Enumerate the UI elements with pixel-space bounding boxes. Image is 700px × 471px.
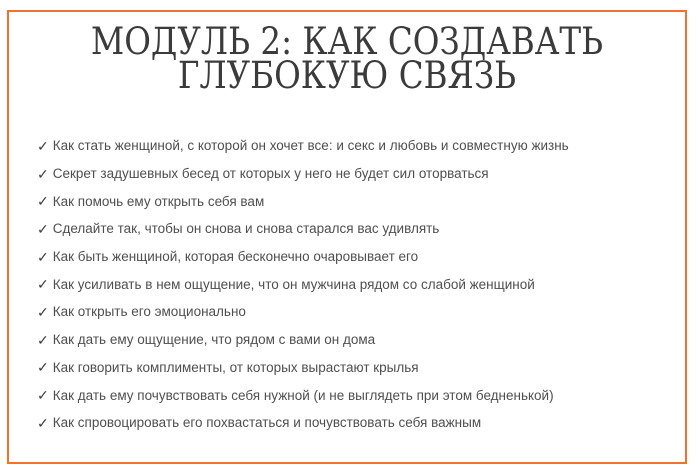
list-item-text: Как дать ему ощущение, что рядом с вами он дома — [52, 332, 376, 348]
check-icon: ✓ — [37, 248, 49, 265]
check-icon: ✓ — [37, 220, 49, 237]
list-item — [37, 354, 671, 382]
check-icon: ✓ — [37, 359, 49, 376]
list-item — [37, 160, 671, 188]
list-item-text: Как стать женщиной, с которой он хочет все: и секс и любовь и совместную жизнь — [52, 138, 569, 154]
list-item-text: Как быть женщиной, которая бесконечно очаровывает его — [52, 249, 419, 265]
list-item — [37, 243, 671, 271]
page-title — [58, 20, 635, 97]
list-item-text: Секрет задушевных бесед от которых у него не будет сил оторваться — [52, 166, 489, 182]
list-item — [37, 381, 671, 409]
list-item — [37, 215, 671, 243]
list-item-text: Как помочь ему открыть себя вам — [52, 193, 265, 209]
list-item-text: Как спровоцировать его похвастаться и почувствовать себя важным — [52, 415, 482, 431]
check-icon: ✓ — [37, 303, 49, 320]
list-item-text: Как говорить комплименты, от которых вырастают крылья — [52, 359, 419, 375]
page-title-line-2: ГЛУБОКУЮ СВЯЗЬ — [177, 54, 517, 97]
list-item — [37, 326, 671, 354]
check-icon: ✓ — [37, 165, 49, 182]
check-icon: ✓ — [37, 137, 49, 154]
list-item — [37, 187, 671, 215]
check-icon: ✓ — [37, 331, 49, 348]
content-frame — [7, 10, 687, 464]
list-item — [37, 298, 671, 326]
list-item — [37, 270, 671, 298]
check-icon: ✓ — [37, 387, 49, 404]
page-title-line-1: МОДУЛЬ 2: КАК СОЗДАВАТЬ — [90, 20, 604, 63]
benefits-checklist — [9, 132, 685, 437]
list-item — [37, 132, 671, 160]
check-icon: ✓ — [37, 193, 49, 210]
check-icon: ✓ — [37, 276, 49, 293]
list-item-text: Как усиливать в нем ощущение, что он мужчина рядом со слабой женщиной — [52, 276, 535, 292]
list-item — [37, 409, 671, 437]
list-item-text: Как дать ему почувствовать себя нужной (и не выглядеть при этом бедненькой) — [52, 387, 554, 403]
list-item-text: Сделайте так, чтобы он снова и снова старался вас удивлять — [52, 221, 440, 237]
check-icon: ✓ — [37, 414, 49, 431]
list-item-text: Как открыть его эмоционально — [52, 304, 246, 320]
